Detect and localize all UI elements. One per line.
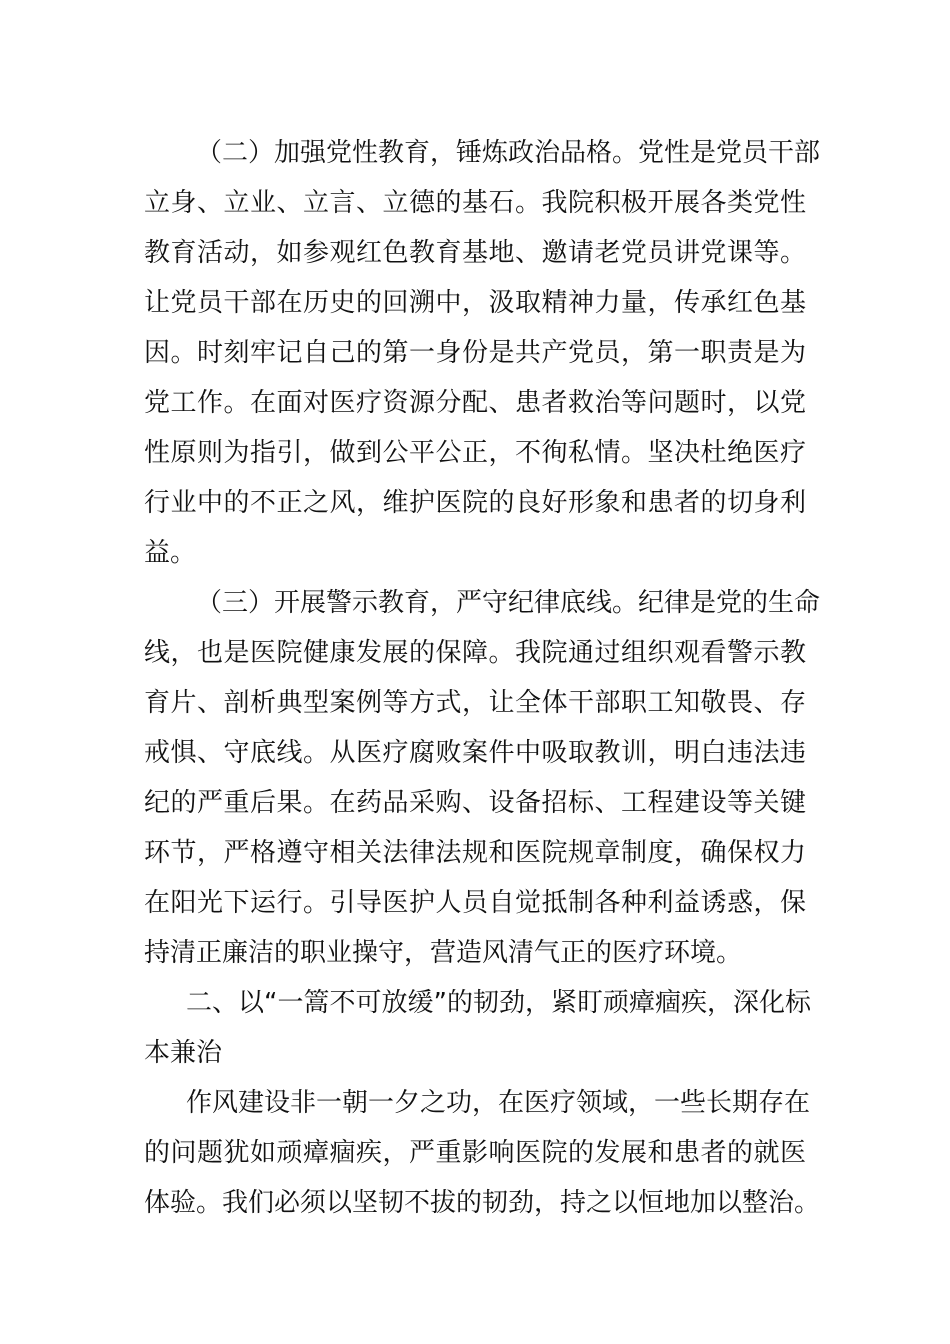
text-line: 因。时刻牢记自己的第一身份是共产党员，第一职责是为 <box>144 338 806 368</box>
text-line: 党工作。在面对医疗资源分配、患者救治等问题时，以党 <box>144 388 806 418</box>
text-line: 的问题犹如顽瘴痼疾，严重影响医院的发展和患者的就医 <box>144 1138 806 1168</box>
text-line: （三）开展警示教育，严守纪律底线。纪律是党的生命 <box>196 588 821 618</box>
text-line: 体验。我们必须以坚韧不拔的韧劲，持之以恒地加以整治。 <box>144 1188 821 1218</box>
text-line: 行业中的不正之风，维护医院的良好形象和患者的切身利 <box>144 488 806 518</box>
text-line: 益。 <box>144 538 197 568</box>
paragraph-party-education <box>144 128 821 578</box>
text-line: 戒惧、守底线。从医疗腐败案件中吸取教训，明白违法违 <box>144 738 806 768</box>
document-body <box>144 128 821 1228</box>
text-line: 在阳光下运行。引导医护人员自觉抵制各种利益诱惑，保 <box>144 888 806 918</box>
text-line: 育片、剖析典型案例等方式，让全体干部职工知敬畏、存 <box>144 688 806 718</box>
text-line: 纪的严重后果。在药品采购、设备招标、工程建设等关键 <box>144 788 806 818</box>
text-line: 持清正廉洁的职业操守，营造风清气正的医疗环境。 <box>144 938 743 968</box>
text-line: 线，也是医院健康发展的保障。我院通过组织观看警示教 <box>144 638 806 668</box>
text-line: 让党员干部在历史的回溯中，汲取精神力量，传承红色基 <box>144 288 806 318</box>
section-heading-two <box>144 978 811 1078</box>
text-line: 教育活动，如参观红色教育基地、邀请老党员讲党课等。 <box>144 238 806 268</box>
heading-line: 本兼治 <box>144 1038 223 1068</box>
text-line: 立身、立业、立言、立德的基石。我院积极开展各类党性 <box>144 188 806 218</box>
text-line: 作风建设非一朝一夕之功，在医疗领域，一些长期存在 <box>186 1088 811 1118</box>
text-line: （二）加强党性教育，锤炼政治品格。党性是党员干部 <box>196 138 821 168</box>
heading-line: 二、以“一篙不可放缓”的韧劲，紧盯顽瘴痼疾，深化标 <box>186 988 811 1018</box>
text-line: 性原则为指引，做到公平公正，不徇私情。坚决杜绝医疗 <box>144 438 806 468</box>
text-line: 环节，严格遵守相关法律法规和医院规章制度，确保权力 <box>144 838 806 868</box>
paragraph-section-two-intro <box>144 1078 821 1228</box>
paragraph-warning-education <box>144 578 821 978</box>
